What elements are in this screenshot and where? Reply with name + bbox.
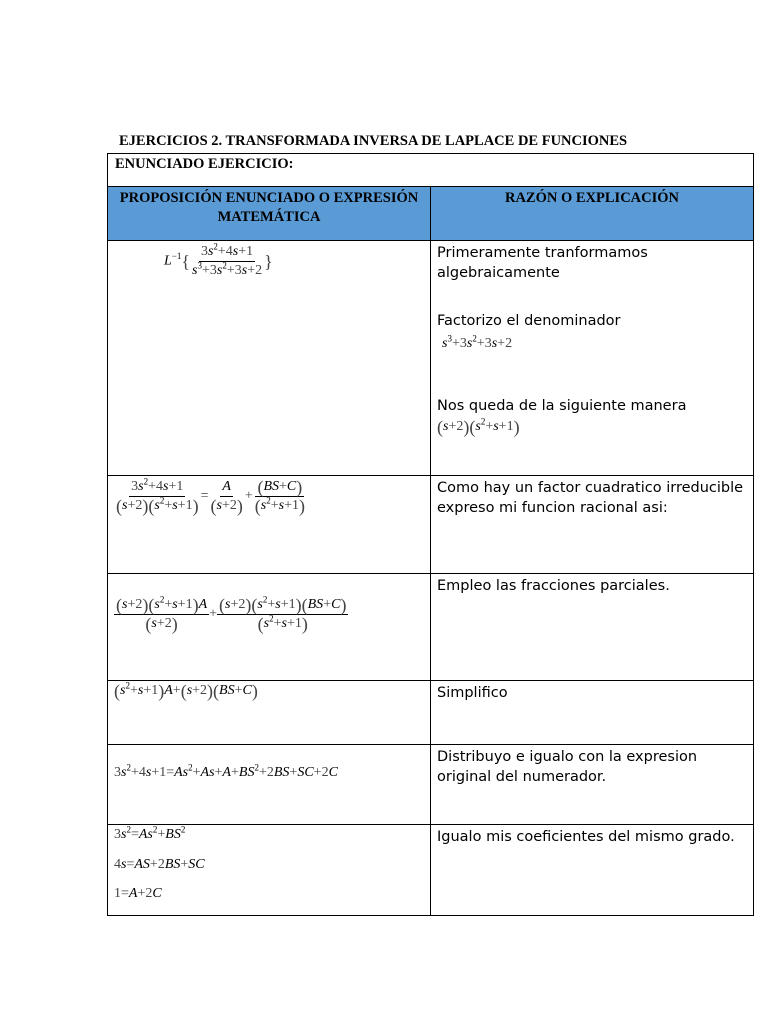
exercise-table xyxy=(107,153,754,916)
coefficient-equation-1: $3s^2=As^2+BS^2$ xyxy=(114,824,186,842)
simplified-expression: $(s^2+s+1)A+(s+2)(BS+C)$ xyxy=(114,680,258,701)
table-header-row xyxy=(108,187,754,241)
explanation-text: Empleo las fracciones parciales. xyxy=(437,578,670,594)
explanation-text: Como hay un factor cuadratico irreducible expreso mi funcion racional asi: xyxy=(437,480,744,516)
explanation-text: Distribuyo e igualo con la expresion original del numerador. xyxy=(437,749,698,785)
partial-fractions-expression: $\frac{(s+2)(s^2+s+1)A}{(s+2)}$ + $\frac{(s+2)(s^2+s+1)(BS+C)}{(s^2+s+1)}$ xyxy=(116,594,347,634)
table-row xyxy=(108,825,754,916)
distributed-equation: $3s^2+4s+1=As^2+As+A+BS^2+2BS+SC+2C$ xyxy=(114,762,338,780)
explanation-text: Igualo mis coeficientes del mismo grado. xyxy=(437,829,735,845)
enunciado-label: ENUNCIADO EJERCICIO: xyxy=(108,154,754,187)
table-row xyxy=(108,476,754,574)
header-left: PROPOSICIÓN ENUNCIADO O EXPRESIÓN MATEMÁTICA xyxy=(119,190,419,225)
laplace-inverse-expression: $L^{-1}${ $\frac{3s^2+4s+1}{s^3+3s^2+3s+2}$ } xyxy=(164,241,273,278)
coefficient-equation-2: 4s=AS+2BS+SC xyxy=(114,857,205,872)
coefficient-equation-3: 1=A+2C xyxy=(114,886,162,901)
table-row xyxy=(108,241,754,476)
explanation-text: Simplifico xyxy=(437,685,508,701)
partial-fraction-form: $\frac{3s^2+4s+1}{(s+2)(s^2+s+1)}$ = $\frac{A}{(s+2)}$ + $\frac{(BS+C)}{(s^2+s+1)}$ xyxy=(116,476,305,516)
explanation-text: Primeramente tranformamos algebraicamente xyxy=(437,245,648,281)
table-row xyxy=(108,681,754,745)
denominator-expression: $s^3+3s^2+3s+2$ xyxy=(442,333,513,351)
table-row xyxy=(108,745,754,825)
document-title: EJERCICIOS 2. TRANSFORMADA INVERSA DE LAPLACE DE FUNCIONES xyxy=(119,133,628,149)
factored-expression: $(s+2)(s^2+s+1)$ xyxy=(437,416,520,437)
table-row xyxy=(108,574,754,681)
explanation-text: Nos queda de la siguiente manera xyxy=(437,398,687,414)
header-right: RAZÓN O EXPLICACIÓN xyxy=(504,190,679,206)
explanation-text: Factorizo el denominador xyxy=(437,313,621,329)
